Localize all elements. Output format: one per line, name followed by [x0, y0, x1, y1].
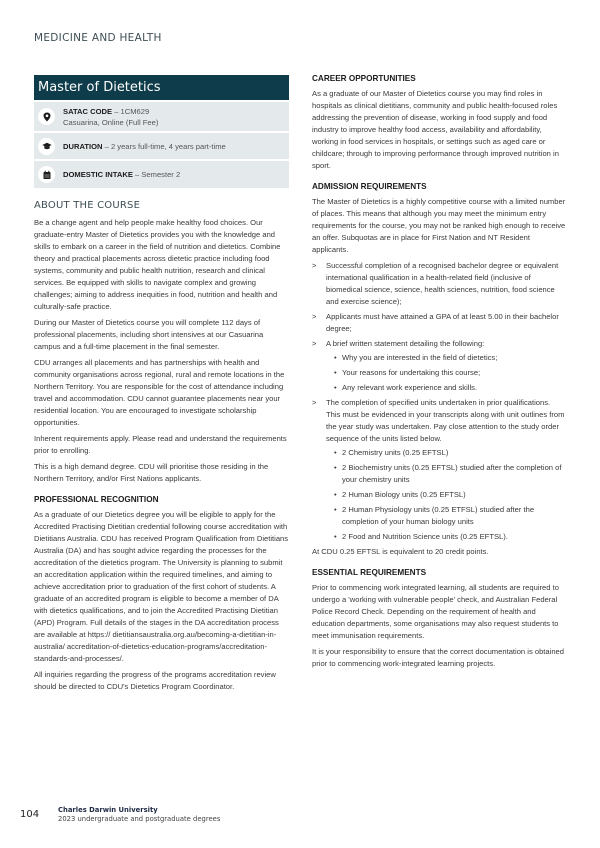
sublist-item: • 2 Human Physiology units (0.25 ETFSL) studied after the completion of your human biology units: [334, 505, 535, 526]
sublist-item: • 2 Food and Nutrition Science units (0.25 EFTSL).: [334, 532, 508, 541]
essential-paragraph: Prior to commencing work integrated learning, all students are required to undergo a 'working with vulnerable people' check, and Australian Federal Police Record Check. Depending on the requirement of health and education departments, some organisations may also request students to meet immunisation requirements.: [312, 583, 559, 640]
left-column: [34, 75, 290, 697]
admission-item: > Successful completion of a recognised bachelor degree or equivalent international qualification in a health-related field (inclusive of biomedical science, science, health sciences, nutrition, food science and exercise science);: [312, 261, 559, 306]
intake-label: DOMESTIC INTAKE: [63, 170, 133, 179]
essential-heading: ESSENTIAL REQUIREMENTS: [312, 568, 427, 577]
chevron-marker-icon: >: [312, 261, 317, 270]
sublist-item: • Your reasons for undertaking this course;: [334, 368, 481, 377]
chevron-marker-icon: >: [312, 398, 317, 407]
duration-value: – 2 years full-time, 4 years part-time: [102, 141, 226, 151]
section-label: MEDICINE AND HEALTH: [34, 32, 162, 44]
sublist-item: • Why you are interested in the field of dietetics;: [334, 353, 498, 362]
footer-organisation: Charles Darwin University: [58, 806, 158, 814]
career-paragraph: As a graduate of our Master of Dietetics course you may find roles in hospitals as clinical dietitians, community and public health-focused roles addressing the prevention of disease, working in food supply and food industry to improve healthy food access, availability and affordability, working in food services in hospitals, or settings such as aged care or childcare; through to improving performance through improved nutrition in sport.: [312, 89, 559, 170]
bullet-icon: •: [334, 490, 337, 499]
duration-label: DURATION: [63, 141, 103, 151]
essential-paragraph: It is your responsibility to ensure that the correct documentation is obtained prior to commencing work-integrated learning projects.: [312, 647, 564, 668]
bullet-icon: •: [334, 383, 337, 392]
bullet-icon: •: [334, 448, 337, 457]
bullet-icon: •: [334, 368, 337, 377]
sublist-item: • 2 Chemistry units (0.25 EFTSL): [334, 448, 449, 457]
calendar-icon: [38, 166, 55, 183]
sublist-item: • 2 Biochemistry units (0.25 EFTSL) studied after the completion of your chemistry units: [334, 463, 562, 484]
course-location: Casuarina, Online (Full Fee): [63, 117, 159, 127]
satac-label: SATAC CODE: [63, 106, 113, 116]
bullet-icon: •: [334, 463, 337, 472]
statement-sublist: [326, 352, 566, 394]
bullet-icon: •: [334, 505, 337, 514]
about-paragraph: This is a high demand degree. CDU will prioritise those residing in the Northern Territory, and/or First Nations applicants.: [34, 462, 269, 483]
bullet-icon: •: [334, 353, 337, 362]
chevron-marker-icon: >: [312, 312, 317, 321]
chevron-marker-icon: >: [312, 339, 317, 348]
admission-heading: ADMISSION REQUIREMENTS: [312, 182, 427, 191]
professional-recognition-heading: PROFESSIONAL RECOGNITION: [34, 495, 159, 504]
admission-list: [312, 260, 566, 543]
eftsl-note: At CDU 0.25 EFTSL is equivalent to 20 credit points.: [312, 547, 489, 556]
recognition-paragraph: As a graduate of our Dietetics degree you will be eligible to apply for the Accredited Practising Dietitian credential following course accreditation with Dietitians Australia. CDU has received Program Qualification from Dietitians Australia (DA) and has sought advice regarding the processes for the accreditation of the dietetics program. The University is planning to submit an accreditation application within the required timelines, and aiming to achieve accreditation prior to graduation of the first cohort of students. A graduate of an accredited program is eligible to become a member of DA with dietetics qualifications, and to join the Accredited Practising Dietitian (APD) Program. Full details of the stages in the DA accreditation process are available at https:// dietitiansaustralia.org.au/becoming-a-dietitian-in-australia/ accreditation-of-dietetics-education-programs/accreditation-standards-and-processes/.: [34, 510, 289, 663]
admission-item: > Applicants must have attained a GPA of at least 5.00 in their bachelor degree;: [312, 312, 559, 333]
sublist-item: • 2 Human Biology units (0.25 EFTSL): [334, 490, 466, 499]
career-heading: CAREER OPPORTUNITIES: [312, 74, 416, 83]
admission-item: > The completion of specified units undertaken in prior qualifications. This must be evidenced in your transcripts along with unit outlines from the year study was undertaken. Pay close attention to the study order sequence of the units listed below. • 2 Chemistry units (0.25 EFTSL) • 2 Biochemistry units (0.25 EFTSL) studied after the completion of your chemistry units • 2 Human Biology units (0.25 EFTSL) • 2 Human Physiology units (0.25 ETFSL) studied after the completion of your human biology units • 2 Food and Nutrition Science units (0.25 EFTSL).: [312, 398, 565, 541]
intake-row: [34, 161, 289, 188]
right-column: [312, 73, 566, 674]
course-info-box: [34, 75, 289, 188]
page-footer: [20, 806, 220, 823]
graduation-cap-icon: [38, 138, 55, 155]
sublist-item: • Any relevant work experience and skills.: [334, 383, 478, 392]
location-pin-icon: [38, 108, 55, 125]
units-sublist: [326, 447, 566, 543]
admission-item: > A brief written statement detailing the following: • Why you are interested in the field of dietetics; • Your reasons for undertaking this course; • Any relevant work experience and skills.: [312, 338, 566, 394]
admission-intro: The Master of Dietetics is a highly competitive course with a limited number of places. This means that although you may meet the minimum entry requirements for the course, you may not be ranked high enough to receive an offer. Subquotas are in place for First Nation and NT Resident applicants.: [312, 197, 566, 254]
satac-row: [34, 102, 289, 131]
recognition-paragraph: All inquiries regarding the progress of the programs accreditation review should be directed to CDU's Dietetics Program Coordinator.: [34, 670, 276, 691]
about-paragraph: During our Master of Dietetics course you will complete 112 days of professional placements, including short intensives at our Casuarina campus and a full-time placement in the final semester.: [34, 318, 264, 351]
satac-code: – 1CM629: [112, 106, 150, 116]
about-heading: ABOUT THE COURSE: [34, 200, 141, 211]
about-paragraph: Be a change agent and help people make healthy food choices. Our graduate-entry Master of Dietetics provides you with the knowledge and skills to embark on a career in the field of nutrition and dietetics. Combine theory and practical placements across dietetic practice including food systems, community and public health nutrition, research and clinical services. Be equipped with skills to navigate complex and growing challenges; aiming to address inequities in food, nutrition and health and culturally-safe practice.: [34, 218, 281, 311]
course-title: Master of Dietetics: [34, 75, 289, 100]
intake-value: – Semester 2: [132, 170, 181, 179]
about-paragraph: CDU arranges all placements and has partnerships with health and community organisations across regional, rural and remote locations in the Northern Territory. You are responsible for the cost of attendance including travel and accommodation. CDU cannot guarantee placements near your residential location. You are encouraged to investigate scholarship opportunities.: [34, 358, 285, 427]
bullet-icon: •: [334, 532, 337, 541]
duration-row: [34, 133, 289, 159]
about-paragraph: Inherent requirements apply. Please read and understand the requirements prior to enrolling.: [34, 434, 287, 455]
page-number: 104: [20, 809, 40, 820]
footer-subtitle: 2023 undergraduate and postgraduate degrees: [58, 814, 221, 823]
